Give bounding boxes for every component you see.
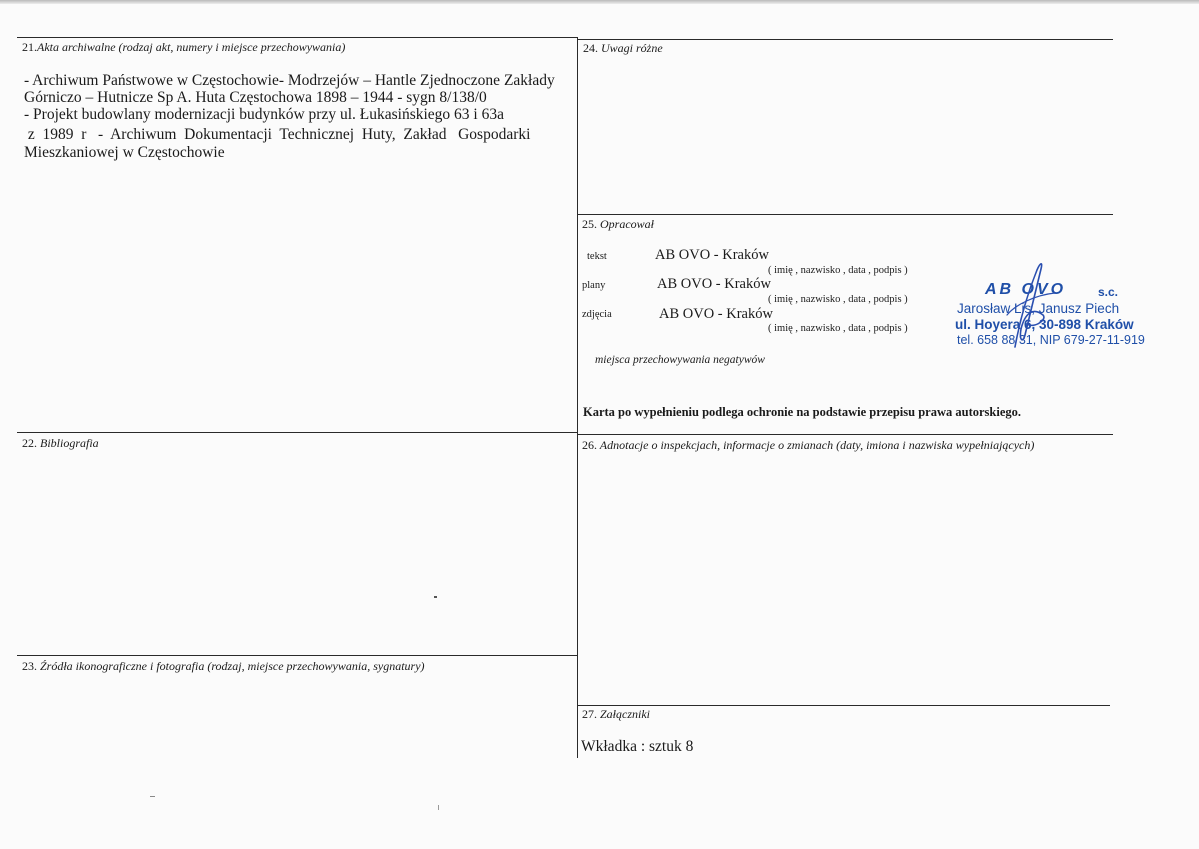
rule-center-divider	[577, 37, 578, 758]
scan-speck	[434, 596, 437, 598]
section-26-number: 26.	[582, 438, 597, 452]
section-25-row-1-key: tekst	[587, 251, 607, 262]
stamp-address: ul. Hoyera 6, 30-898 Kraków	[955, 317, 1134, 332]
handwritten-signature-icon	[985, 255, 1065, 355]
section-25-row-2-key: plany	[582, 280, 606, 291]
section-25-label	[582, 217, 654, 232]
stamp-names: Jarosław Lis, Janusz Piech	[957, 301, 1120, 316]
scan-speck	[438, 805, 439, 810]
section-25-number: 25.	[582, 217, 597, 231]
section-21-line-3: - Projekt budowlany modernizacji budynków przy ul. Łukasińskiego 63 i 63a	[24, 106, 504, 123]
section-25-row-3-key: zdjęcia	[582, 309, 612, 320]
section-23-number: 23.	[22, 659, 37, 673]
section-21-number: 21.	[22, 40, 37, 54]
section-25-row-2-hint: ( imię , nazwisko , data , podpis )	[768, 294, 908, 305]
section-21-title: Akta archiwalne (rodzaj akt, numery i miejsce przechowywania)	[37, 40, 346, 54]
section-24-number: 24.	[583, 41, 598, 55]
section-22-label	[22, 436, 99, 451]
section-25-title: Opracował	[600, 217, 654, 231]
section-23-label	[22, 659, 425, 674]
rule-above-25	[577, 214, 1113, 215]
section-25-row-3-value: AB OVO - Kraków	[659, 306, 773, 322]
negatives-location-label: miejsca przechowywania negatywów	[595, 354, 765, 366]
section-22-number: 22.	[22, 436, 37, 450]
page-top-edge	[0, 0, 1199, 4]
rule-above-26	[577, 434, 1113, 435]
rule-above-27	[577, 705, 1110, 706]
section-27-title: Załączniki	[600, 707, 650, 721]
section-21-line-2: Górniczo – Hutnicze Sp A. Huta Częstochowa 1898 – 1944 - sygn 8/138/0	[24, 89, 487, 106]
section-21-label	[22, 40, 345, 55]
section-25-row-2-value: AB OVO - Kraków	[657, 276, 771, 292]
section-21-line-4: z 1989 r - Archiwum Dokumentacji Technicznej Huty, Zakład Gospodarki	[24, 126, 531, 143]
section-27-label	[582, 707, 650, 722]
section-24-label	[583, 41, 663, 56]
rule-above-23	[17, 655, 577, 656]
section-26-label	[582, 438, 1034, 453]
section-25-row-1-hint: ( imię , nazwisko , data , podpis )	[768, 265, 908, 276]
stamp-brand: AB OVO	[985, 281, 1067, 298]
section-22-title: Bibliografia	[40, 436, 99, 450]
section-21-line-1: - Archiwum Państwowe w Częstochowie- Modrzejów – Hantle Zjednoczone Zakłady	[24, 72, 555, 89]
stamp-contact: tel. 658 88 31, NIP 679-27-11-919	[957, 333, 1145, 347]
rule-top-left	[17, 37, 577, 38]
section-21-line-5: Mieszkaniowej w Częstochowie	[24, 144, 225, 161]
section-24-title: Uwagi różne	[601, 41, 663, 55]
scan-speck	[150, 796, 155, 797]
section-23-title: Źródła ikonograficzne i fotografia (rodzaj, miejsce przechowywania, sygnatury)	[40, 659, 425, 673]
rule-above-22	[17, 432, 577, 433]
section-27-number: 27.	[582, 707, 597, 721]
stamp-brand-suffix: s.c.	[1098, 285, 1119, 299]
section-25-row-3-hint: ( imię , nazwisko , data , podpis )	[768, 323, 908, 334]
rule-top-right	[577, 39, 1113, 40]
attachments-value: Wkładka : sztuk 8	[581, 738, 694, 755]
section-25-row-1-value: AB OVO - Kraków	[655, 247, 769, 263]
section-26-title: Adnotacje o inspekcjach, informacje o zmianach (daty, imiona i nazwiska wypełniających)	[599, 438, 1035, 452]
copyright-note: Karta po wypełnieniu podlega ochronie na podstawie przepisu prawa autorskiego.	[583, 405, 1022, 419]
